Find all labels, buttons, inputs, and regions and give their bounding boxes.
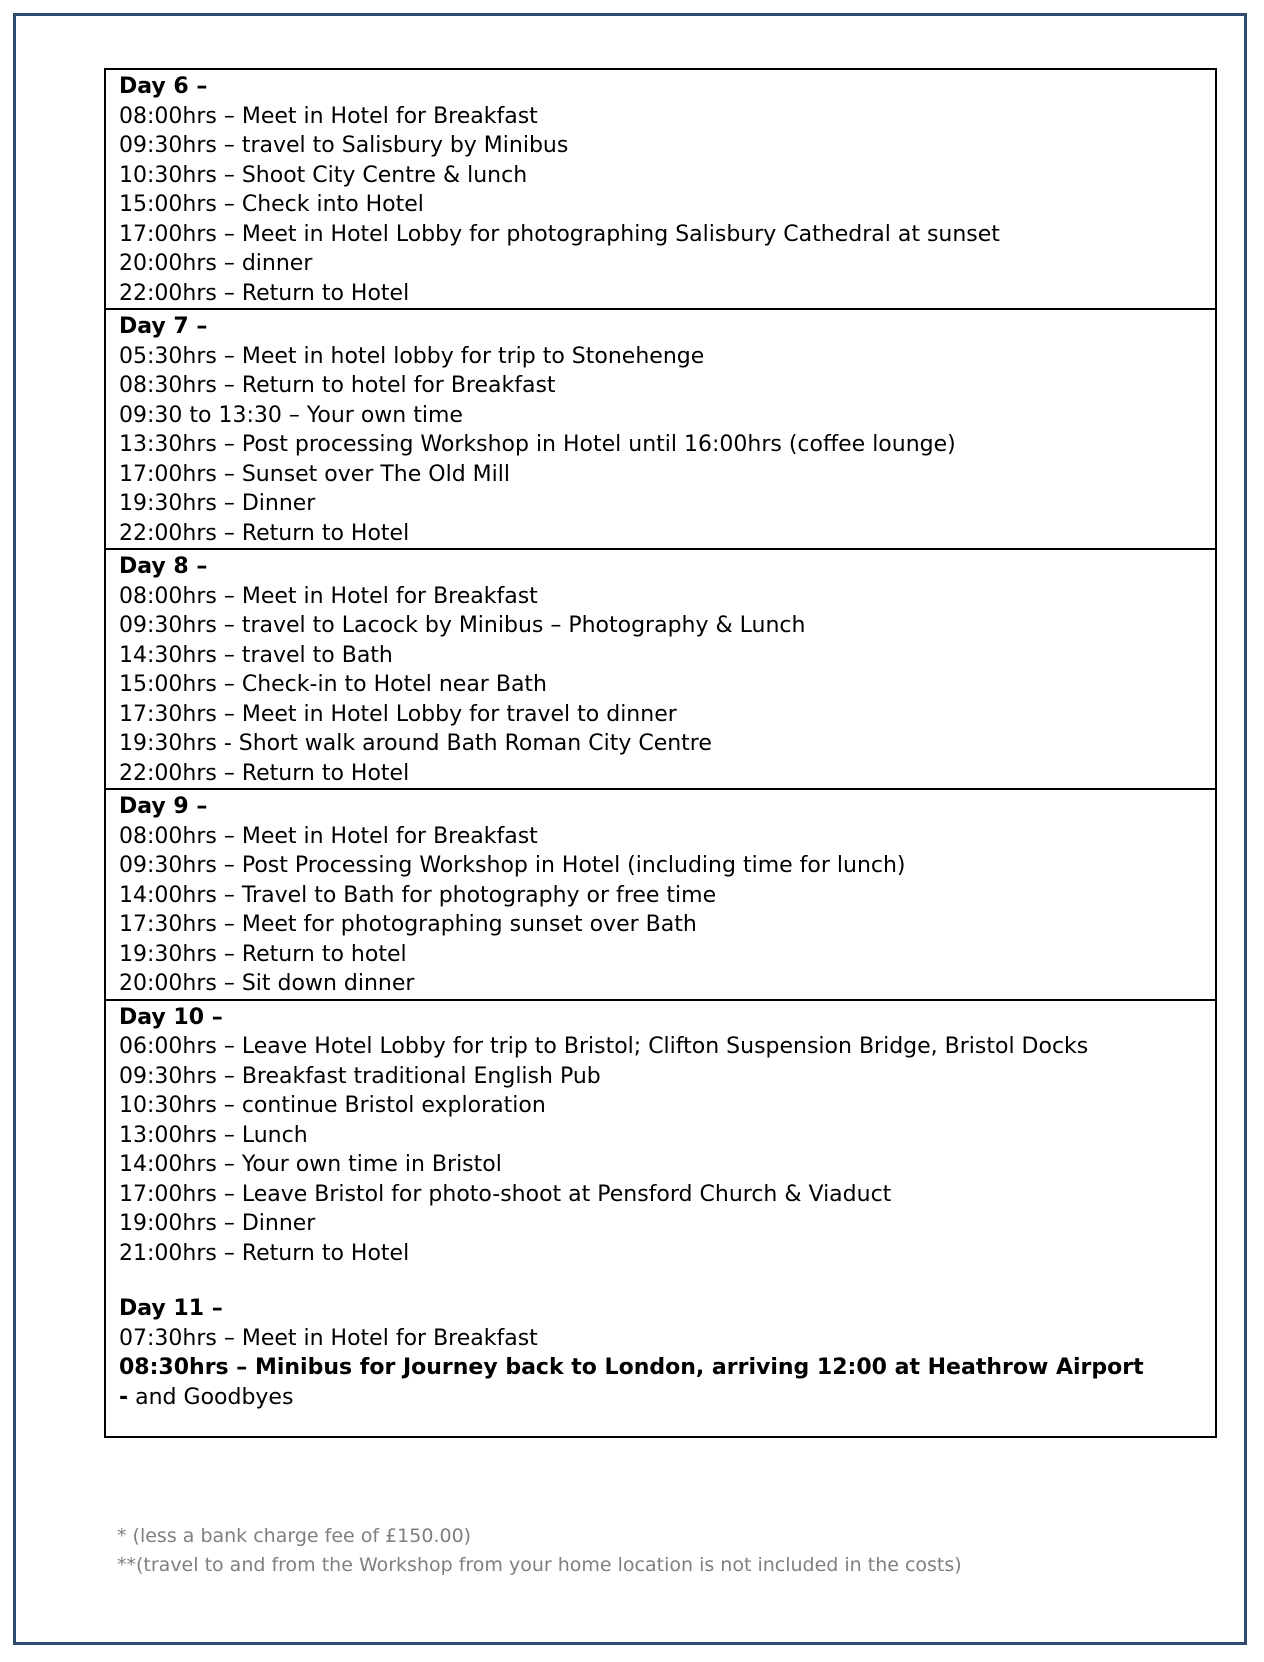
schedule-item: 22:00hrs – Return to Hotel (119, 520, 410, 546)
schedule-item: 21:00hrs – Return to Hotel (119, 1240, 410, 1266)
schedule-item: 15:00hrs – Check into Hotel (119, 192, 424, 217)
schedule-item: 09:30hrs – travel to Lacock by Minibus – Photography & Lunch (119, 613, 806, 638)
schedule-item-bold: 08:30hrs – Minibus for Journey back to London, arriving 12:00 at Heathrow Airport - (119, 1355, 1144, 1410)
schedule-item: 17:30hrs – Meet in Hotel Lobby for travel to dinner (119, 701, 677, 727)
schedule-item: 15:00hrs – Check-in to Hotel near Bath (119, 672, 547, 697)
schedule-item: 17:00hrs – Meet in Hotel Lobby for photographing Salisbury Cathedral at sunset (119, 221, 1000, 247)
schedule-item: 20:00hrs – Sit down dinner (119, 971, 415, 996)
schedule-item: 19:30hrs - Short walk around Bath Roman City Centre (119, 731, 712, 756)
schedule-item: 14:30hrs – travel to Bath (119, 642, 393, 668)
schedule-item: 09:30 to 13:30 – Your own time (119, 402, 463, 428)
schedule-item: 06:00hrs – Leave Hotel Lobby for trip to Bristol; Clifton Suspension Bridge, Bristol Docks (119, 1034, 1089, 1059)
schedule-item: 08:00hrs – Meet in Hotel for Breakfast (119, 823, 538, 849)
schedule-item: 08:00hrs – Meet in Hotel for Breakfast (119, 103, 538, 129)
footnote-bank-charge: * (less a bank charge fee of £150.00) (117, 1525, 472, 1547)
schedule-item: 17:00hrs – Sunset over The Old Mill (119, 461, 510, 487)
schedule-item: 19:00hrs – Dinner (119, 1211, 316, 1236)
schedule-item: 10:30hrs – Shoot City Centre & lunch (119, 162, 528, 188)
schedule-item: 20:00hrs – dinner (119, 251, 313, 276)
footnote-travel: **(travel to and from the Workshop from your home location is not included in the costs) (117, 1554, 962, 1576)
schedule-item: 19:30hrs – Dinner (119, 491, 316, 516)
schedule-item-rest: and Goodbyes (128, 1384, 294, 1410)
schedule-item: 08:30hrs – Return to hotel for Breakfast (119, 373, 556, 398)
day-title: Day 10 – (119, 1004, 223, 1030)
schedule-item: 09:30hrs – Post Processing Workshop in Hotel (including time for lunch) (119, 853, 906, 878)
schedule-item-final (119, 1353, 1215, 1412)
schedule-item: 22:00hrs – Return to Hotel (119, 280, 410, 306)
day-title: Day 9 – (119, 794, 208, 819)
footnotes (117, 1522, 1217, 1580)
days-container (106, 70, 1215, 1292)
schedule-item: 14:00hrs – Travel to Bath for photography or free time (119, 882, 717, 908)
schedule-item: 19:30hrs – Return to hotel (119, 941, 407, 967)
schedule-item: 10:30hrs – continue Bristol exploration (119, 1093, 546, 1118)
schedule-item: 05:30hrs – Meet in hotel lobby for trip to Stonehenge (119, 343, 705, 369)
schedule-item: 13:30hrs – Post processing Workshop in Hotel until 16:00hrs (coffee lounge) (119, 432, 956, 457)
day-block-7 (106, 310, 1215, 550)
schedule-item: 14:00hrs – Your own time in Bristol (119, 1152, 502, 1177)
schedule-item: 17:30hrs – Meet for photographing sunset over Bath (119, 912, 697, 937)
schedule-item: 17:00hrs – Leave Bristol for photo-shoot at Pensford Church & Viaduct (119, 1181, 892, 1207)
day-block-10 (106, 1001, 1215, 1293)
day-title: Day 8 – (119, 554, 208, 579)
schedule-item: 07:30hrs – Meet in Hotel for Breakfast (119, 1325, 538, 1351)
itinerary-table (104, 68, 1217, 1438)
day-block-11 (106, 1292, 1215, 1436)
schedule-item: 09:30hrs – travel to Salisbury by Minibus (119, 133, 569, 158)
day-block-9 (106, 790, 1215, 1001)
schedule-item: 22:00hrs – Return to Hotel (119, 760, 410, 786)
schedule-item: 09:30hrs – Breakfast traditional English Pub (119, 1063, 601, 1089)
schedule-item: 13:00hrs – Lunch (119, 1122, 308, 1148)
schedule-item: 08:00hrs – Meet in Hotel for Breakfast (119, 583, 538, 609)
day-block-8 (106, 550, 1215, 790)
day-block-6 (106, 70, 1215, 310)
day-title: Day 6 – (119, 74, 208, 99)
day-title: Day 7 – (119, 314, 208, 339)
day-title: Day 11 – (119, 1296, 223, 1321)
